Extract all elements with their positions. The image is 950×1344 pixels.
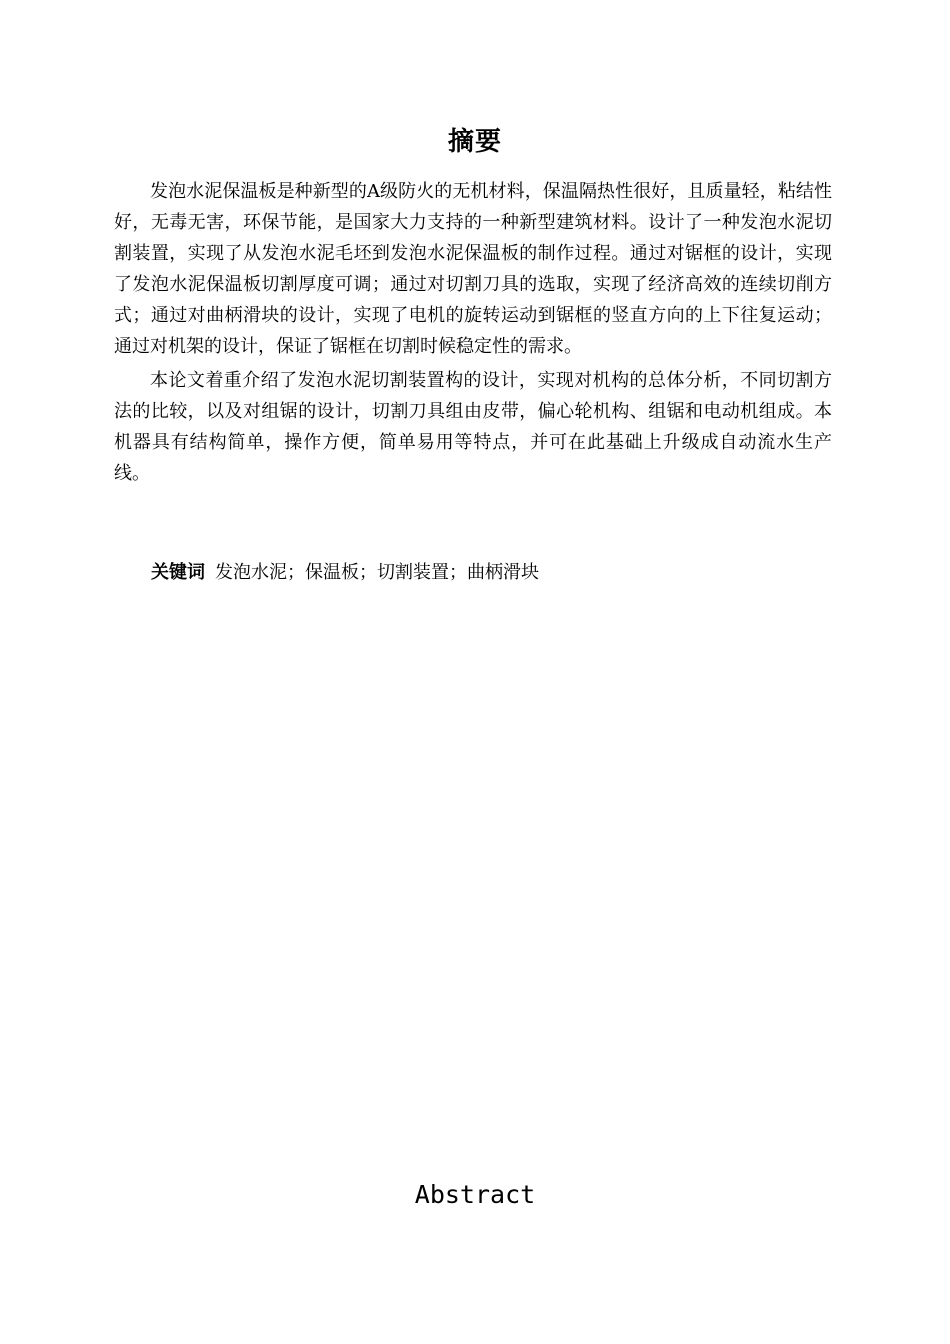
abstract-title-english: Abstract xyxy=(414,1180,536,1209)
keywords-list: 发泡水泥；保温板；切割装置；曲柄滑块 xyxy=(215,562,539,583)
abstract-paragraph-1: 发泡水泥保温板是种新型的A级防火的无机材料，保温隔热性很好，且质量轻，粘结性好，无毒无害，环保节能，是国家大力支持的一种新型建筑材料。设计了一种发泡水泥切割装置，实现了从发泡水泥毛坯到发泡水泥保温板的制作过程。通过对锯框的设计，实现了发泡水泥保温板切割厚度可调；通过对切割刀具的选取，实现了经济高效的连续切削方式；通过对曲柄滑块的设计，实现了电机的旋转运动到锯框的竖直方向的上下往复运动；通过对机架的设计，保证了锯框在切割时候稳定性的需求。 xyxy=(114,181,832,357)
keywords-label: 关键词 xyxy=(151,562,205,583)
abstract-title-chinese: 摘要 xyxy=(447,127,502,157)
abstract-body-chinese xyxy=(114,176,832,492)
keywords-line xyxy=(151,558,831,588)
abstract-paragraph-2: 本论文着重介绍了发泡水泥切割装置构的设计，实现对机构的总体分析，不同切割方法的比较，以及对组锯的设计，切割刀具组由皮带，偏心轮机构、组锯和电动机组成。本机器具有结构简单，操作方便，简单易用等特点，并可在此基础上升级成自动流水生产线。 xyxy=(114,370,832,484)
